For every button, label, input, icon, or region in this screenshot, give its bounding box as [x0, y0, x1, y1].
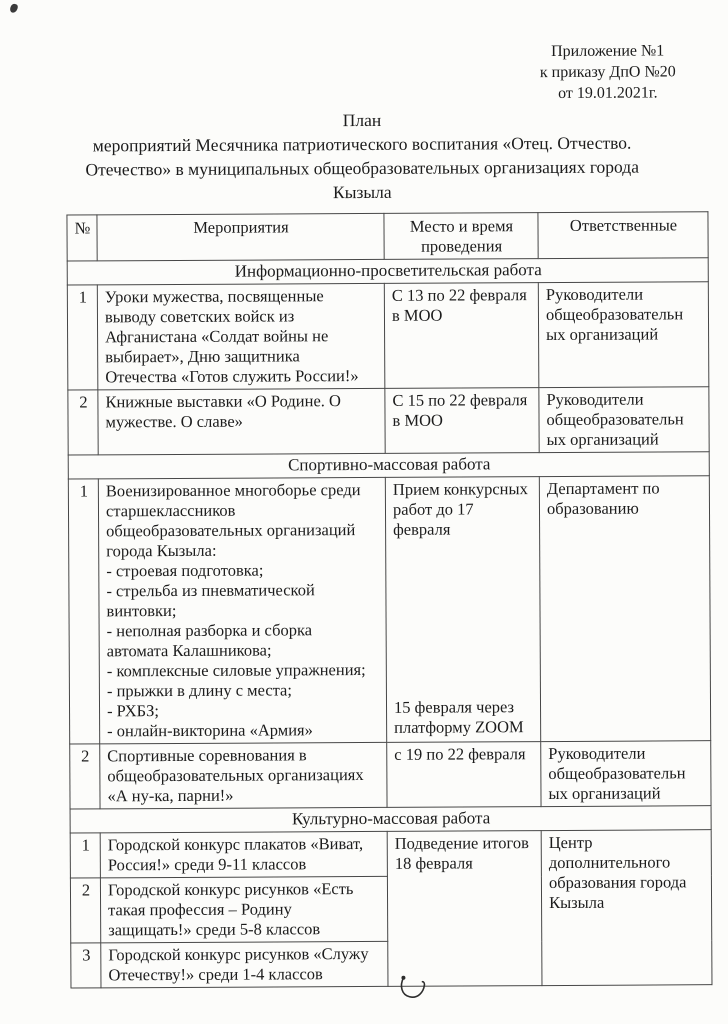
appendix-line-3: от 19.01.2021г.	[558, 84, 658, 102]
responsible-cell: Руководители общеобразовательн ых организаций	[539, 387, 709, 453]
section-row-sport	[68, 452, 709, 479]
event-cell: Книжные выставки «О Родине. О мужестве. О славе»	[98, 388, 385, 455]
row-number: 2	[70, 878, 100, 943]
row-number: 2	[68, 390, 98, 455]
event-cell: Спортивные соревнования в общеобразовательных организациях «А ну-ка, парни!»	[100, 742, 387, 809]
responsible-cell: Руководители общеобразовательн ых организаций	[541, 741, 711, 807]
table-row	[67, 282, 709, 390]
table-row	[68, 387, 709, 455]
responsible-cell: Департамент по образованию	[539, 476, 710, 742]
place-time-cell	[385, 477, 540, 743]
place-time-cell: с 19 по 22 февраля	[387, 742, 541, 808]
appendix-line-1: Приложение №1	[551, 42, 665, 61]
event-cell: Военизированное многоборье среди старшеклассников общеобразовательных организаций города Кызыла: - строевая подготовка; - стрельба из пневматической винтовки; - неполная разборка и сборка автомата Калашникова; - комплексные силовые упражнения; - прыжки в длину с места; - РХБЗ; - онлайн-викторина «Армия»	[98, 477, 386, 743]
document-title	[42, 106, 682, 205]
place-time-cell: С 15 по 22 февраля в МОО	[385, 388, 539, 454]
row-number: 1	[70, 833, 100, 878]
place-time-cell: С 13 по 22 февраля в МОО	[384, 283, 539, 389]
responsible-cell-merged: Центр дополнительного образования города Кызыла	[541, 830, 712, 986]
row-number: 1	[68, 479, 99, 744]
appendix-line-2: к приказу ДпО №20	[539, 63, 676, 82]
place-time-cell-merged: Подведение итогов 18 февраля	[387, 831, 542, 987]
table-header-row	[67, 212, 708, 261]
section-title-sport: Спортивно-массовая работа	[68, 452, 709, 479]
event-cell: Уроки мужества, посвященные выводу советских войск из Афганистана «Солдат войны не выбирает», Дню защитника Отечества «Готов служить России!»	[97, 283, 385, 390]
place-time-top: Прием конкурсных работ до 17 февраля	[392, 479, 528, 539]
section-title-culture: Культурно-массовая работа	[70, 806, 711, 833]
responsible-cell: Руководители общеобразовательн ых организаций	[538, 282, 709, 388]
title-word-plan: План	[342, 109, 382, 131]
title-subtitle: мероприятий Месячника патриотического воспитания «Отец. Отчество. Отечество» в муниципальных общеобразовательных организациях города Кызыла	[85, 132, 639, 203]
pen-squiggle-mark	[394, 974, 436, 1008]
event-cell: Городской конкурс плакатов «Виват, Россия!» среди 9-11 классов	[100, 831, 387, 878]
section-title-info: Информационно-просветительская работа	[67, 258, 708, 285]
place-time-bottom: 15 февраля через платформу ZOOM	[393, 697, 524, 737]
row-number: 2	[70, 744, 100, 809]
row-number: 3	[71, 943, 101, 988]
section-row-info	[67, 258, 708, 285]
event-cell: Городской конкурс рисунков «Служу Отечеству!» среди 1-4 классов	[101, 941, 388, 988]
scan-artifact-speck	[9, 3, 19, 14]
table-row	[70, 830, 711, 878]
event-cell: Городской конкурс рисунков «Есть такая профессия – Родину защищать!» среди 5-8 классов	[100, 876, 387, 943]
appendix-note	[540, 40, 676, 104]
col-header-responsible: Ответственные	[538, 212, 708, 259]
table-row	[68, 476, 710, 744]
col-header-place-time: Место и время проведения	[384, 213, 538, 260]
row-number: 1	[67, 285, 98, 390]
col-header-events: Мероприятия	[97, 213, 384, 261]
section-row-culture	[70, 806, 711, 833]
col-header-number: №	[67, 215, 97, 261]
events-plan-table	[66, 211, 712, 988]
table-row	[70, 741, 711, 809]
